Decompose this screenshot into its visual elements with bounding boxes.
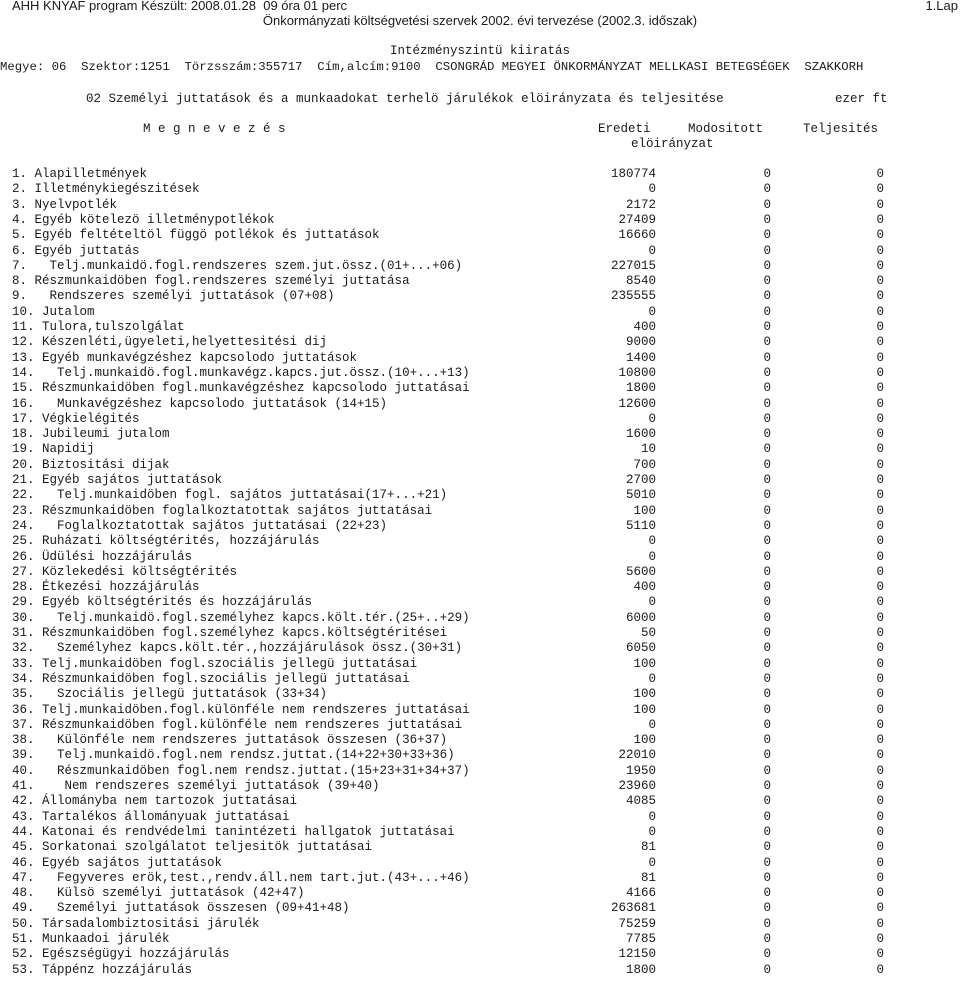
- page-number: 1.Lap: [925, 0, 958, 13]
- table-row: [0, 672, 960, 687]
- teljesites-value: 0: [876, 580, 884, 595]
- modositott-value: 0: [763, 365, 771, 380]
- table-row: [0, 550, 960, 565]
- teljesites-value: 0: [876, 641, 884, 656]
- modositott-value: 0: [763, 901, 771, 916]
- modositott-value: 0: [763, 488, 771, 503]
- table-row: [0, 856, 960, 871]
- modositott-value: 0: [763, 442, 771, 457]
- teljesites-value: 0: [876, 182, 884, 197]
- modositott-value: 0: [763, 503, 771, 518]
- teljesites-value: 0: [876, 320, 884, 334]
- table-row: [0, 366, 960, 381]
- eredeti-value: 2172: [625, 197, 656, 212]
- table-row: [0, 947, 960, 962]
- row-label: 13. Egyéb munkavégzéshez kapcsolodo juttatások: [12, 350, 358, 365]
- teljesites-value: 0: [876, 656, 884, 671]
- teljesites-value: 0: [876, 610, 884, 625]
- modositott-value: 0: [763, 381, 771, 396]
- eredeti-value: 180774: [610, 167, 656, 181]
- row-label: 38. Különféle nem rendszeres juttatások összesen (36+37): [12, 733, 448, 748]
- modositott-value: 0: [763, 167, 771, 181]
- table-row: [0, 442, 960, 457]
- teljesites-value: 0: [876, 381, 884, 396]
- eredeti-value: 4085: [625, 794, 656, 809]
- row-label: 40. Részmunkaidöben fogl.nem rendsz.juttat.(15+23+31+34+37): [12, 763, 470, 778]
- modositott-value: 0: [763, 717, 771, 732]
- modositott-value: 0: [763, 258, 771, 273]
- row-label: 30. Telj.munkaidö.fogl.személyhez kapcs.költ.tér.(25+..+29): [12, 610, 470, 625]
- row-label: 9. Rendszeres személyi juttatások (07+08): [12, 289, 335, 304]
- row-label: 17. Végkielégités: [12, 411, 140, 426]
- modositott-value: 0: [763, 962, 771, 977]
- row-label: 28. Étkezési hozzájárulás: [12, 580, 200, 595]
- eredeti-value: 1600: [625, 427, 656, 442]
- teljesites-value: 0: [876, 564, 884, 579]
- row-label: 23. Részmunkaidöben foglalkoztatottak sajátos juttatásai: [12, 503, 433, 518]
- teljesites-value: 0: [876, 457, 884, 472]
- modositott-value: 0: [763, 411, 771, 426]
- report-level: Intézményszintü kiiratás: [389, 44, 571, 58]
- modositott-value: 0: [763, 289, 771, 304]
- row-label: 53. Táppénz hozzájárulás: [12, 962, 193, 977]
- row-label: 44. Katonai és rendvédelmi tanintézeti hallgatok juttatásai: [12, 824, 455, 839]
- eredeti-value: 263681: [610, 901, 656, 916]
- eredeti-value: 0: [648, 717, 656, 732]
- eredeti-value: 6050: [625, 641, 656, 656]
- modositott-value: 0: [763, 212, 771, 227]
- eredeti-value: 1800: [625, 381, 656, 396]
- teljesites-value: 0: [876, 304, 884, 319]
- modositott-value: 0: [763, 518, 771, 533]
- row-label: 32. Személyhez kapcs.költ.tér.,hozzájárulások össz.(30+31): [12, 641, 463, 656]
- table-row: [0, 703, 960, 718]
- teljesites-value: 0: [876, 916, 884, 931]
- eredeti-value: 50: [640, 626, 656, 640]
- row-label: 11. Tulora,tulszolgálat: [12, 320, 185, 334]
- table-row: [0, 794, 960, 809]
- row-label: 27. Közlekedési költségtérités: [12, 564, 238, 579]
- row-label: 8. Részmunkaidöben fogl.rendszeres személyi juttatása: [12, 274, 410, 289]
- modositott-value: 0: [763, 396, 771, 411]
- eredeti-value: 100: [633, 702, 656, 717]
- table-row: [0, 320, 960, 335]
- modositott-value: 0: [763, 916, 771, 931]
- table-row: [0, 917, 960, 932]
- column-header-eredeti: Eredeti: [598, 122, 651, 136]
- table-row: [0, 840, 960, 855]
- teljesites-value: 0: [876, 442, 884, 457]
- eredeti-value: 400: [633, 580, 656, 595]
- modositott-value: 0: [763, 473, 771, 487]
- eredeti-value: 100: [633, 733, 656, 748]
- eredeti-value: 100: [633, 656, 656, 671]
- table-row: [0, 626, 960, 641]
- table-row: [0, 228, 960, 243]
- modositott-value: 0: [763, 626, 771, 640]
- teljesites-value: 0: [876, 427, 884, 442]
- eredeti-value: 81: [640, 870, 656, 885]
- eredeti-value: 235555: [610, 289, 656, 304]
- eredeti-value: 0: [648, 595, 656, 610]
- teljesites-value: 0: [876, 228, 884, 243]
- eredeti-value: 27409: [618, 212, 656, 227]
- table-row: [0, 687, 960, 702]
- table-row: [0, 932, 960, 947]
- modositott-value: 0: [763, 947, 771, 962]
- modositott-value: 0: [763, 779, 771, 793]
- row-label: 21. Egyéb sajátos juttatások: [12, 473, 223, 487]
- eredeti-value: 9000: [625, 335, 656, 350]
- eredeti-value: 0: [648, 824, 656, 839]
- teljesites-value: 0: [876, 549, 884, 564]
- teljesites-value: 0: [876, 243, 884, 258]
- eredeti-value: 0: [648, 243, 656, 258]
- teljesites-value: 0: [876, 350, 884, 365]
- teljesites-value: 0: [876, 488, 884, 503]
- modositott-value: 0: [763, 197, 771, 212]
- eredeti-value: 5110: [625, 518, 656, 533]
- teljesites-value: 0: [876, 258, 884, 273]
- teljesites-value: 0: [876, 473, 884, 487]
- eredeti-value: 12150: [618, 947, 656, 962]
- modositott-value: 0: [763, 335, 771, 350]
- eredeti-value: 0: [648, 809, 656, 824]
- row-label: 35. Szociális jellegü juttatások (33+34): [12, 687, 328, 702]
- row-label: 24. Foglalkoztatottak sajátos juttatásai (22+23): [12, 518, 388, 533]
- row-label: 51. Munkaadoi járulék: [12, 932, 170, 946]
- row-label: 49. Személyi juttatások összesen (09+41+48): [12, 901, 350, 916]
- table-row: [0, 213, 960, 228]
- table-row: [0, 534, 960, 549]
- row-label: 36. Telj.munkaidöben.fogl.különféle nem rendszeres juttatásai: [12, 702, 470, 717]
- table-row: [0, 244, 960, 259]
- unit-label: ezer ft: [835, 92, 888, 106]
- teljesites-value: 0: [876, 932, 884, 946]
- table-row: [0, 901, 960, 916]
- table-row: [0, 779, 960, 794]
- table-row: [0, 289, 960, 304]
- table-row: [0, 748, 960, 763]
- row-label: 2. Illetménykiegészitések: [12, 182, 200, 197]
- table-row: [0, 351, 960, 366]
- table-row: [0, 473, 960, 488]
- eredeti-value: 75259: [618, 916, 656, 931]
- teljesites-value: 0: [876, 794, 884, 809]
- eredeti-value: 6000: [625, 610, 656, 625]
- section-title: 02 Személyi juttatások és a munkaadokat terhelö járulékok elöirányzata és teljesitése: [86, 92, 724, 106]
- modositott-value: 0: [763, 610, 771, 625]
- teljesites-value: 0: [876, 671, 884, 686]
- row-label: 22. Telj.munkaidöben fogl. sajátos juttatásai(17+...+21): [12, 488, 448, 503]
- teljesites-value: 0: [876, 962, 884, 977]
- row-label: 26. Üdülési hozzájárulás: [12, 549, 193, 564]
- teljesites-value: 0: [876, 197, 884, 212]
- table-row: [0, 427, 960, 442]
- eredeti-value: 1950: [625, 763, 656, 778]
- table-row: [0, 305, 960, 320]
- teljesites-value: 0: [876, 274, 884, 289]
- eredeti-value: 5010: [625, 488, 656, 503]
- table-row: [0, 733, 960, 748]
- table-row: [0, 259, 960, 274]
- table-row: [0, 412, 960, 427]
- teljesites-value: 0: [876, 626, 884, 640]
- eredeti-value: 81: [640, 840, 656, 855]
- eredeti-value: 400: [633, 320, 656, 334]
- table-row: [0, 886, 960, 901]
- modositott-value: 0: [763, 457, 771, 472]
- eredeti-value: 7785: [625, 932, 656, 946]
- table-row: [0, 519, 960, 534]
- eredeti-value: 10800: [618, 365, 656, 380]
- row-label: 33. Telj.munkaidöben fogl.szociális jellegü juttatásai: [12, 656, 418, 671]
- row-label: 7. Telj.munkaidö.fogl.rendszeres szem.jut.össz.(01+...+06): [12, 258, 463, 273]
- report-title: Önkormányzati költségvetési szervek 2002. évi tervezése (2002.3. időszak): [262, 13, 698, 28]
- report-header-left: AHH KNYAF program Készült: 2008.01.28 09 óra 01 perc: [12, 0, 348, 13]
- modositott-value: 0: [763, 350, 771, 365]
- eredeti-value: 0: [648, 671, 656, 686]
- row-label: 50. Társadalombiztositási járulék: [12, 916, 260, 931]
- row-label: 12. Készenléti,ügyeleti,helyettesitési dij: [12, 335, 328, 350]
- table-row: [0, 167, 960, 182]
- table-row: [0, 397, 960, 412]
- table-row: [0, 764, 960, 779]
- teljesites-value: 0: [876, 748, 884, 763]
- table-row: [0, 381, 960, 396]
- teljesites-value: 0: [876, 595, 884, 610]
- teljesites-value: 0: [876, 687, 884, 702]
- modositott-value: 0: [763, 534, 771, 549]
- row-label: 16. Munkavégzéshez kapcsolodo juttatások (14+15): [12, 396, 388, 411]
- modositott-value: 0: [763, 763, 771, 778]
- modositott-value: 0: [763, 794, 771, 809]
- eredeti-value: 5600: [625, 564, 656, 579]
- teljesites-value: 0: [876, 289, 884, 304]
- institution-identity: Megye: 06 Szektor:1251 Törzsszám:355717 Cím,alcím:9100 CSONGRÁD MEGYEI ÖNKORMÁNYZAT MELLKASI BETEGSÉGEK SZAKKORH: [0, 60, 864, 74]
- eredeti-value: 4166: [625, 886, 656, 901]
- modositott-value: 0: [763, 932, 771, 946]
- row-label: 14. Telj.munkaidö.fogl.munkavégz.kapcs.jut.össz.(10+...+13): [12, 365, 470, 380]
- modositott-value: 0: [763, 840, 771, 855]
- row-label: 5. Egyéb feltételtöl függö potlékok és juttatások: [12, 228, 380, 243]
- eredeti-value: 1400: [625, 350, 656, 365]
- eredeti-value: 2700: [625, 473, 656, 487]
- row-label: 47. Fegyveres erök,test.,rendv.áll.nem tart.jut.(43+...+46): [12, 870, 470, 885]
- modositott-value: 0: [763, 595, 771, 610]
- table-row: [0, 565, 960, 580]
- teljesites-value: 0: [876, 947, 884, 962]
- eredeti-value: 0: [648, 182, 656, 197]
- teljesites-value: 0: [876, 503, 884, 518]
- column-header-teljesites: Teljesités: [803, 122, 879, 136]
- teljesites-value: 0: [876, 870, 884, 885]
- teljesites-value: 0: [876, 809, 884, 824]
- row-label: 6. Egyéb juttatás: [12, 243, 140, 258]
- modositott-value: 0: [763, 182, 771, 197]
- row-label: 52. Egészségügyi hozzájárulás: [12, 947, 230, 962]
- eredeti-value: 12600: [618, 396, 656, 411]
- teljesites-value: 0: [876, 855, 884, 870]
- row-label: 39. Telj.munkaidö.fogl.nem rendsz.juttat.(14+22+30+33+36): [12, 748, 455, 763]
- table-row: [0, 580, 960, 595]
- column-header-eloiranyzat: elöirányzat: [631, 137, 714, 151]
- table-row: [0, 657, 960, 672]
- teljesites-value: 0: [876, 901, 884, 916]
- teljesites-value: 0: [876, 411, 884, 426]
- teljesites-value: 0: [876, 779, 884, 793]
- teljesites-value: 0: [876, 840, 884, 855]
- table-row: [0, 458, 960, 473]
- modositott-value: 0: [763, 702, 771, 717]
- eredeti-value: 100: [633, 503, 656, 518]
- row-label: 43. Tartalékos állományuak juttatásai: [12, 809, 290, 824]
- row-label: 15. Részmunkaidöben fogl.munkavégzéshez kapcsolodo juttatásai: [12, 381, 470, 396]
- modositott-value: 0: [763, 687, 771, 702]
- teljesites-value: 0: [876, 518, 884, 533]
- eredeti-value: 700: [633, 457, 656, 472]
- modositott-value: 0: [763, 243, 771, 258]
- table-row: [0, 488, 960, 503]
- teljesites-value: 0: [876, 886, 884, 901]
- table-row: [0, 718, 960, 733]
- row-label: 19. Napidij: [12, 442, 95, 457]
- modositott-value: 0: [763, 748, 771, 763]
- table-row: [0, 182, 960, 197]
- modositott-value: 0: [763, 641, 771, 656]
- teljesites-value: 0: [876, 824, 884, 839]
- row-label: 4. Egyéb kötelezö illetménypotlékok: [12, 212, 275, 227]
- table-row: [0, 963, 960, 978]
- eredeti-value: 100: [633, 687, 656, 702]
- row-label: 45. Sorkatonai szolgálatot teljesitök juttatásai: [12, 840, 373, 855]
- row-label: 48. Külsö személyi juttatások (42+47): [12, 886, 305, 901]
- modositott-value: 0: [763, 274, 771, 289]
- eredeti-value: 227015: [610, 258, 656, 273]
- teljesites-value: 0: [876, 534, 884, 549]
- modositott-value: 0: [763, 228, 771, 243]
- modositott-value: 0: [763, 564, 771, 579]
- modositott-value: 0: [763, 886, 771, 901]
- column-header-modositott: Modositott: [688, 122, 764, 136]
- modositott-value: 0: [763, 549, 771, 564]
- teljesites-value: 0: [876, 335, 884, 350]
- modositott-value: 0: [763, 656, 771, 671]
- eredeti-value: 0: [648, 549, 656, 564]
- teljesites-value: 0: [876, 365, 884, 380]
- modositott-value: 0: [763, 427, 771, 442]
- table-row: [0, 504, 960, 519]
- teljesites-value: 0: [876, 733, 884, 748]
- table-row: [0, 595, 960, 610]
- row-label: 41. Nem rendszeres személyi juttatások (39+40): [12, 779, 380, 793]
- row-label: 37. Részmunkaidöben fogl.különféle nem rendszeres juttatásai: [12, 717, 463, 732]
- eredeti-value: 8540: [625, 274, 656, 289]
- table-row: [0, 810, 960, 825]
- row-label: 29. Egyéb költségtérités és hozzájárulás: [12, 595, 313, 610]
- teljesites-value: 0: [876, 396, 884, 411]
- row-label: 34. Részmunkaidöben fogl.szociális jellegü juttatásai: [12, 671, 410, 686]
- modositott-value: 0: [763, 671, 771, 686]
- eredeti-value: 16660: [618, 228, 656, 243]
- teljesites-value: 0: [876, 702, 884, 717]
- row-label: 20. Biztositási dijak: [12, 457, 170, 472]
- modositott-value: 0: [763, 304, 771, 319]
- eredeti-value: 0: [648, 411, 656, 426]
- row-label: 25. Ruházati költségtérités, hozzájárulás: [12, 534, 320, 549]
- eredeti-value: 0: [648, 304, 656, 319]
- eredeti-value: 0: [648, 855, 656, 870]
- modositott-value: 0: [763, 855, 771, 870]
- modositott-value: 0: [763, 824, 771, 839]
- eredeti-value: 10: [640, 442, 656, 457]
- eredeti-value: 0: [648, 534, 656, 549]
- row-label: 3. Nyelvpotlék: [12, 197, 118, 212]
- table-row: [0, 611, 960, 626]
- row-label: 31. Részmunkaidöben fogl.személyhez kapcs.költségtéritései: [12, 626, 448, 640]
- modositott-value: 0: [763, 809, 771, 824]
- teljesites-value: 0: [876, 763, 884, 778]
- row-label: 1. Alapilletmények: [12, 167, 148, 181]
- table-row: [0, 871, 960, 886]
- teljesites-value: 0: [876, 167, 884, 181]
- table-row: [0, 198, 960, 213]
- modositott-value: 0: [763, 580, 771, 595]
- table-row: [0, 335, 960, 350]
- table-row: [0, 825, 960, 840]
- table-row: [0, 274, 960, 289]
- row-label: 18. Jubileumi jutalom: [12, 427, 170, 442]
- column-header-name: M e g n e v e z é s: [143, 122, 286, 136]
- modositott-value: 0: [763, 870, 771, 885]
- row-label: 10. Jutalom: [12, 304, 95, 319]
- eredeti-value: 1800: [625, 962, 656, 977]
- row-label: 42. Állományba nem tartozok juttatásai: [12, 794, 298, 809]
- eredeti-value: 22010: [618, 748, 656, 763]
- teljesites-value: 0: [876, 717, 884, 732]
- modositott-value: 0: [763, 320, 771, 334]
- teljesites-value: 0: [876, 212, 884, 227]
- row-label: 46. Egyéb sajátos juttatások: [12, 855, 223, 870]
- table-row: [0, 641, 960, 656]
- modositott-value: 0: [763, 733, 771, 748]
- eredeti-value: 23960: [618, 779, 656, 793]
